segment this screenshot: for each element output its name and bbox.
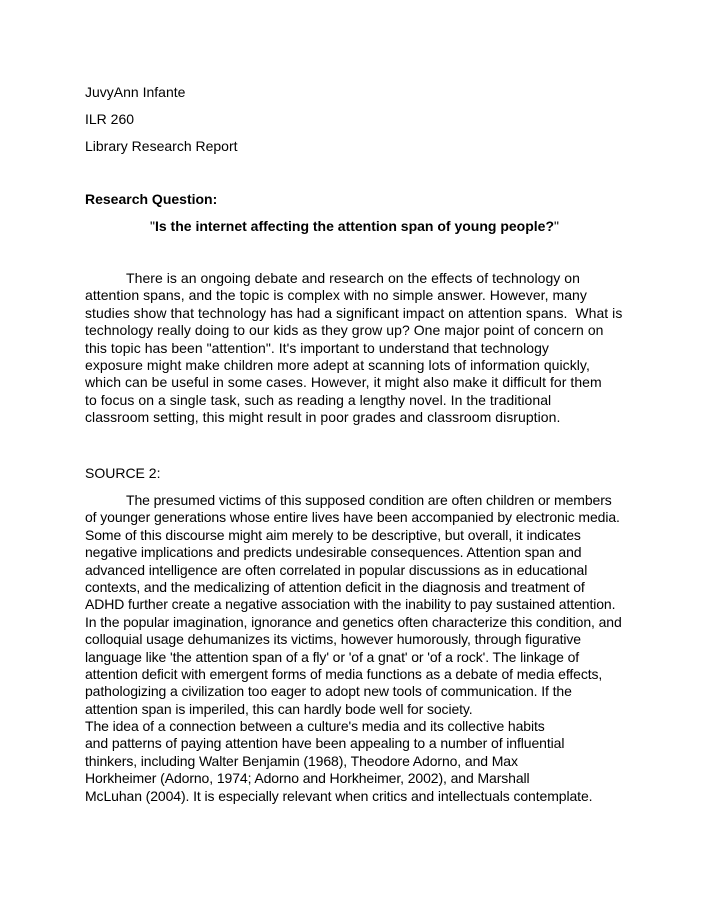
paragraph-line: exposure might make children more adept at scanning lots of information quickly, — [85, 356, 590, 373]
paragraph-line: studies show that technology has had a significant impact on attention spans. What is — [85, 304, 623, 321]
paragraph-line: this topic has been "attention". It's important to understand that technology — [85, 339, 549, 356]
paragraph-line: advanced intelligence are often correlated in popular discussions as in educational — [85, 561, 588, 578]
paragraph-line: pathologizing a civilization too eager to adopt new tools of communication. If the — [85, 683, 572, 700]
paragraph-line: thinkers, including Walter Benjamin (1968), Theodore Adorno, and Max — [85, 752, 518, 769]
paragraph-line: and patterns of paying attention have been appealing to a number of influential — [85, 735, 565, 752]
paragraph-line: technology really doing to our kids as they grow up? One major point of concern on — [85, 322, 604, 339]
paragraph-line: contexts, and the medicalizing of attention deficit in the diagnosis and treatment of — [85, 578, 585, 595]
paragraph-line: The presumed victims of this supposed condition are often children or members — [126, 492, 612, 508]
assignment-title: Library Research Report — [85, 138, 238, 154]
source-2-label: SOURCE 2: — [85, 465, 161, 481]
paragraph-line: which can be useful in some cases. However, it might also make it difficult for them — [85, 374, 602, 391]
paragraph-line: ADHD further create a negative association with the inability to pay sustained attention. — [85, 596, 616, 613]
course-code: ILR 260 — [85, 111, 135, 127]
author-name: JuvyAnn Infante — [85, 84, 186, 100]
paragraph-line: colloquial usage dehumanizes its victims, however humorously, through figurative — [85, 631, 581, 648]
paragraph-line: In the popular imagination, ignorance and genetics often characterize this condition, and — [85, 613, 622, 630]
paragraph-line: of younger generations whose entire lives have been accompanied by electronic media. — [85, 509, 620, 526]
open-quote: " — [150, 218, 155, 234]
paragraph-line: Some of this discourse might aim merely to be descriptive, but overall, it indicates — [85, 526, 581, 543]
source-2-paragraph — [85, 492, 645, 805]
paragraph-line: language like 'the attention span of a fly' or 'of a gnat' or 'of a rock'. The linkage of — [85, 648, 580, 665]
research-question — [150, 218, 559, 235]
paragraph-line: McLuhan (2004). It is especially relevant when critics and intellectuals contemplate. — [85, 787, 593, 804]
research-question-text: Is the internet affecting the attention span of young people? — [154, 218, 554, 234]
research-question-label: Research Question: — [85, 191, 218, 207]
paragraph-line: attention deficit with emergent forms of media functions as a debate of media effects, — [85, 665, 603, 682]
paragraph-line: to focus on a single task, such as reading a lengthy novel. In the traditional — [85, 391, 552, 408]
intro-paragraph — [85, 270, 645, 427]
paragraph-line: attention spans, and the topic is complex with no simple answer. However, many — [85, 287, 587, 304]
paragraph-line: attention span is imperiled, this can hardly bode well for society. — [85, 700, 473, 717]
close-quote: " — [554, 218, 559, 234]
paragraph-line: Horkheimer (Adorno, 1974; Adorno and Horkheimer, 2002), and Marshall — [85, 770, 530, 787]
paragraph-line: The idea of a connection between a culture's media and its collective habits — [85, 718, 545, 735]
paragraph-line: There is an ongoing debate and research on the effects of technology on — [126, 270, 580, 286]
paragraph-line: negative implications and predicts undesirable consequences. Attention span and — [85, 544, 582, 561]
paragraph-line: classroom setting, this might result in poor grades and classroom disruption. — [85, 409, 561, 426]
